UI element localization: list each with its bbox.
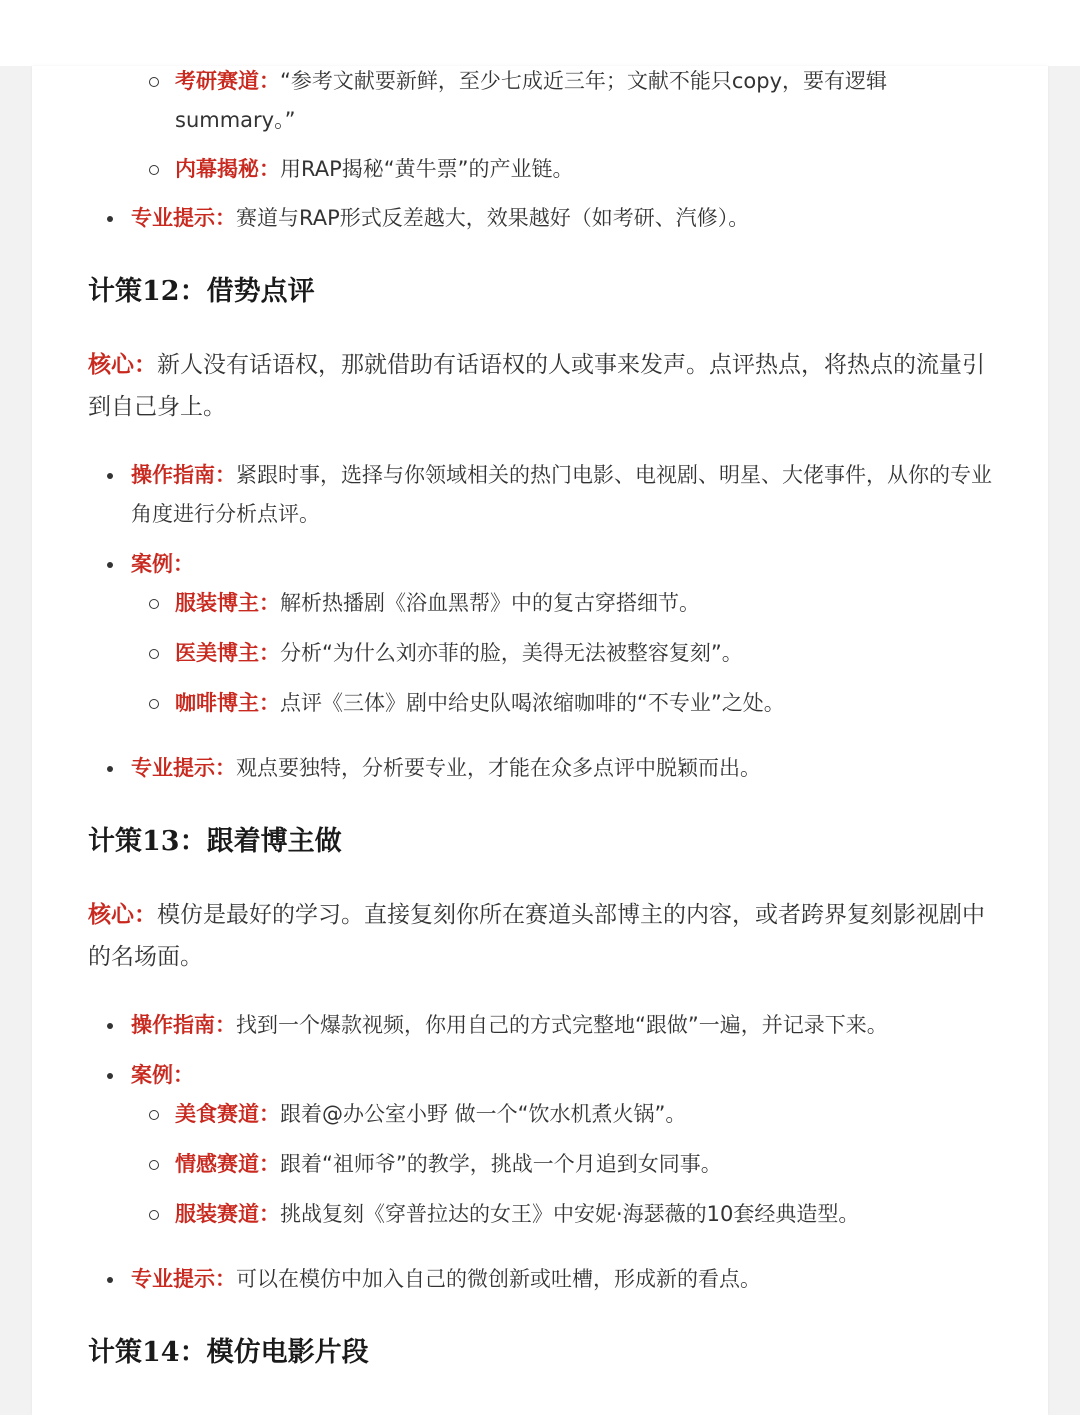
guide-text: 找到一个爆款视频，你用自己的方式完整地“跟做”一遍，并记录下来。 [236, 1013, 888, 1037]
case-text: 分析“为什么刘亦菲的脸，美得无法被整容复刻”。 [280, 641, 743, 665]
tip-label: 专业提示： [131, 1267, 236, 1291]
core-label: 核心： [88, 902, 157, 928]
case-heading: 案例： [131, 1063, 194, 1087]
guide-item [88, 456, 993, 534]
list-item [131, 1195, 993, 1234]
case-label: 美食赛道： [175, 1102, 280, 1126]
section-12-list [88, 456, 993, 788]
guide-item [88, 1006, 993, 1045]
list-item [131, 634, 993, 673]
core-text: 新人没有话语权，那就借助有话语权的人或事来发声。点评热点，将热点的流量引到自己身上。 [88, 352, 985, 420]
case-text: “参考文献要新鲜，至少七成近三年；文献不能只copy，要有逻辑summary。” [175, 69, 888, 132]
section-12-title: 计策12：借势点评 [88, 276, 315, 307]
section-13-title: 计策13：跟着博主做 [88, 826, 342, 857]
case-label: 情感赛道： [175, 1152, 280, 1176]
tip-text: 观点要独特，分析要专业，才能在众多点评中脱颖而出。 [236, 756, 761, 780]
case-text: 挑战复刻《穿普拉达的女王》中安妮·海瑟薇的10套经典造型。 [280, 1202, 860, 1226]
case-label: 考研赛道： [175, 69, 280, 93]
case-text: 用RAP揭秘“黄牛票”的产业链。 [280, 157, 574, 181]
case-heading: 案例： [131, 552, 194, 576]
case-label: 医美博主： [175, 641, 280, 665]
case-label: 内幕揭秘： [175, 157, 280, 181]
case-text: 跟着@办公室小野 做一个“饮水机煮火锅”。 [280, 1102, 687, 1126]
case-item [88, 1056, 993, 1234]
tip-text: 可以在模仿中加入自己的微创新或吐槽，形成新的看点。 [236, 1267, 761, 1291]
section-13-core [88, 894, 993, 978]
list-item [131, 584, 993, 623]
guide-label: 操作指南： [131, 463, 236, 487]
tip-text: 赛道与RAP形式反差越大，效果越好（如考研、汽修）。 [236, 206, 750, 230]
section-12-case-list [131, 584, 993, 723]
top-band [0, 0, 1080, 66]
case-item [88, 545, 993, 723]
section-14-title: 计策14：模仿电影片段 [88, 1337, 369, 1368]
tip-label: 专业提示： [131, 206, 236, 230]
previous-tip-list [88, 199, 993, 238]
section-13-case-list [131, 1095, 993, 1234]
list-item [131, 150, 993, 189]
case-text: 解析热播剧《浴血黑帮》中的复古穿搭细节。 [280, 591, 700, 615]
core-text: 模仿是最好的学习。直接复刻你所在赛道头部博主的内容，或者跨界复刻影视剧中的名场面。 [88, 902, 985, 970]
core-label: 核心： [88, 352, 157, 378]
case-label: 咖啡博主： [175, 691, 280, 715]
list-item [131, 62, 993, 140]
list-item [131, 1095, 993, 1134]
case-label: 服装赛道： [175, 1202, 280, 1226]
tip-item [88, 749, 993, 788]
list-item [131, 684, 993, 723]
case-text: 跟着“祖师爷”的教学，挑战一个月追到女同事。 [280, 1152, 722, 1176]
tip-item [88, 1260, 993, 1299]
section-12-core [88, 344, 993, 428]
list-item [131, 1145, 993, 1184]
tip-label: 专业提示： [131, 756, 236, 780]
case-label: 服装博主： [175, 591, 280, 615]
case-text: 点评《三体》剧中给史队喝浓缩咖啡的“不专业”之处。 [280, 691, 785, 715]
previous-case-list [131, 62, 993, 189]
guide-text: 紧跟时事，选择与你领域相关的热门电影、电视剧、明星、大佬事件，从你的专业角度进行分析点评。 [131, 463, 992, 526]
list-item [88, 199, 993, 238]
section-13-list [88, 1006, 993, 1299]
article-content [88, 62, 993, 1373]
guide-label: 操作指南： [131, 1013, 236, 1037]
